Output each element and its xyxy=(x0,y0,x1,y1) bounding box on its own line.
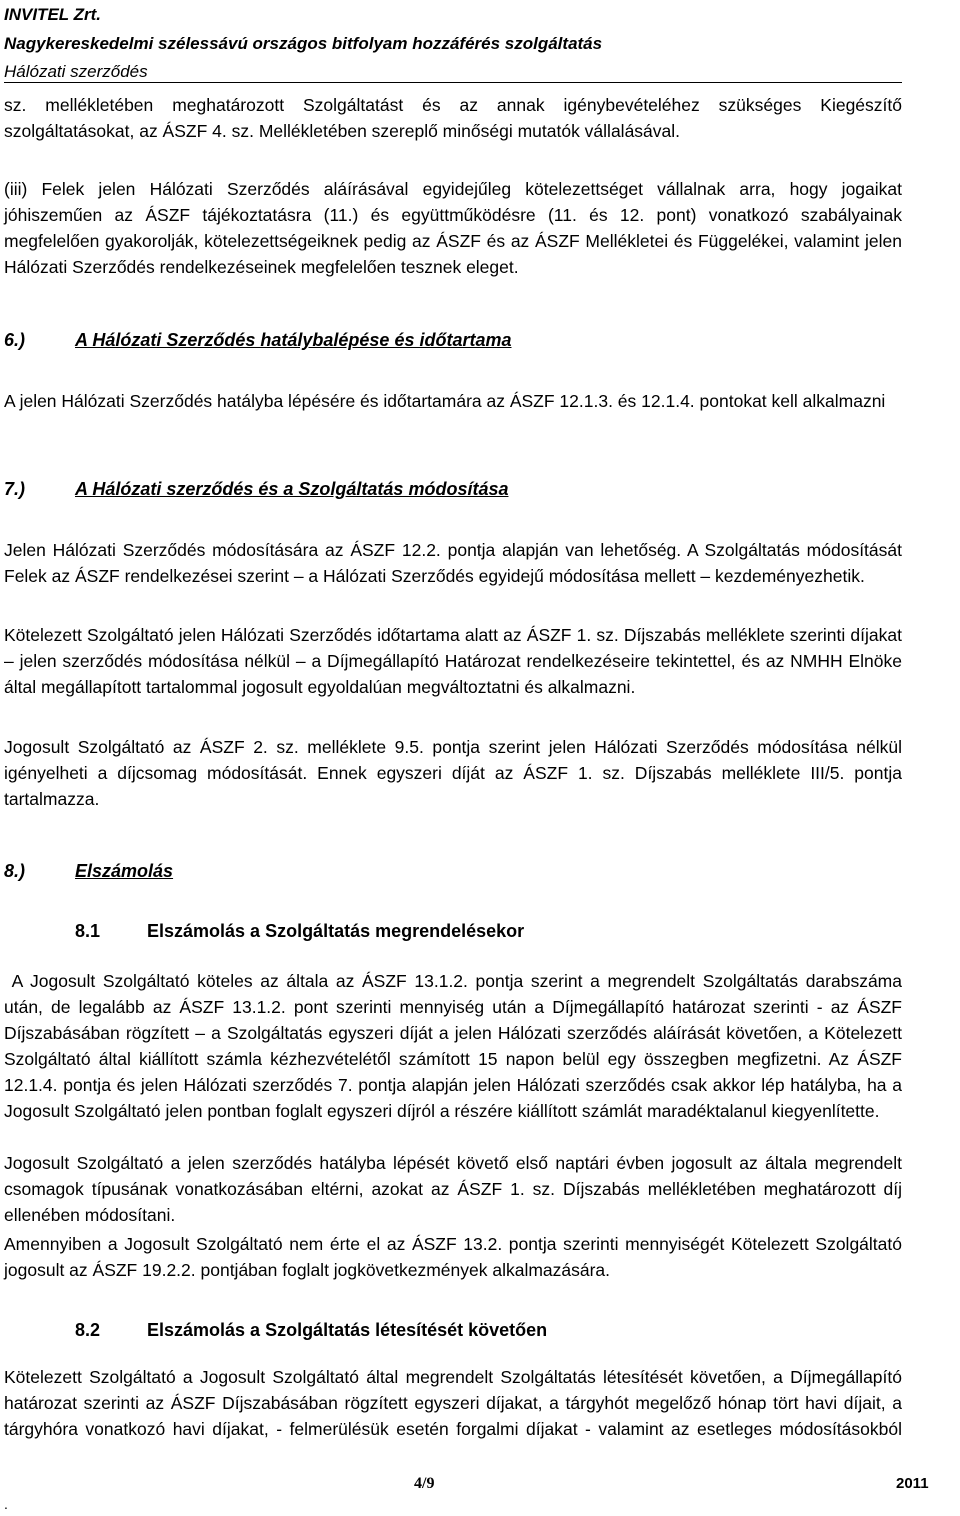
section-8-2-title: Elszámolás a Szolgáltatás létesítését követően xyxy=(147,1320,548,1340)
section-8-2-heading xyxy=(75,1318,547,1342)
section-8-heading xyxy=(4,859,173,883)
section-7-paragraph-1: Jelen Hálózati Szerződés módosítására az ÁSZF 12.2. pontja alapján van lehetőség. A Szolgáltatás módosítását Felek az ÁSZF rendelkezései szerint – a Hálózati Szerződés egyidejű módosítása mellett – kezdeményezhetik. xyxy=(4,540,902,586)
section-7-heading xyxy=(4,477,508,501)
section-7-number: 7.) xyxy=(4,479,26,499)
header-document: Hálózati szerződés xyxy=(4,62,902,83)
page-number: 4/9 xyxy=(414,1475,435,1492)
section-8-1-title: Elszámolás a Szolgáltatás megrendelésekor xyxy=(147,921,525,941)
section-6-heading xyxy=(4,328,512,352)
section-7-paragraph-2: Kötelezett Szolgáltató jelen Hálózati Szerződés időtartama alatt az ÁSZF 1. sz. Díjszabás melléklete szerinti díjakat – jelen szerződés módosítása nélkül – a Díjmegállapító Határozat rendelkezéseire tekintettel, és az NMHH Elnöke által megállapított tartalommal jogosult egyoldalúan megváltoztatni és alkalmazni. xyxy=(4,625,902,697)
header-company: INVITEL Zrt. xyxy=(4,5,101,24)
section-6-text: A jelen Hálózati Szerződés hatályba lépésére és időtartamára az ÁSZF 12.1.3. és 12.1.4. pontokat kell alkalmazni xyxy=(4,391,886,411)
footer-year: 2011 xyxy=(896,1475,929,1492)
section-8-1-heading xyxy=(75,919,524,943)
section-8-2-paragraph-1: Kötelezett Szolgáltató a Jogosult Szolgáltató által megrendelt Szolgáltatás létesítését követően, a Díjmegállapító határozat szerinti az ÁSZF Díjszabásában rögzített egyszeri díjakat, a tárgyhót megelőző hónap tört havi díjait, a tárgyhóra vonatkozó havi díjakat, - felmerülésük esetén forgalmi díjakat - valamint az esetleges módosításokból xyxy=(4,1367,902,1439)
section-8-1-paragraph-1: A Jogosult Szolgáltató köteles az általa az ÁSZF 13.1.2. pontja szerint a megrendelt Szolgáltatás darabszáma után, de legalább az ÁSZF 13.1.2. pont szerinti mennyiség után a Díjmegállapító határozat szerinti - az ÁSZF Díjszabásában rögzített – a Szolgáltatás egyszeri díját a jelen Hálózati szerződés aláírását követően, a Kötelezett Szolgáltató által kiállított számla kézhezvételétől számított 15 napon belül egy összegben megfizetni. Az ÁSZF 12.1.4. pontja és jelen Hálózati szerződés 7. pontja alapján jelen Hálózati szerződés csak akkor lép hatályba, ha a Jogosult Szolgáltató jelen pontban foglalt egyszeri díjról a részére kiállított számlát maradéktalanul kiegyenlítette. xyxy=(4,971,907,1121)
section-8-title: Elszámolás xyxy=(75,861,174,881)
intro-continuation: sz. mellékletében meghatározott Szolgáltatást és az annak igénybevételéhez szükséges Kiegészítő szolgáltatásokat, az ÁSZF 4. sz. Mellékletében szereplő minőségi mutatók vállalásával. xyxy=(4,95,902,141)
section-6-title: A Hálózati Szerződés hatálybalépése és időtartama xyxy=(75,330,512,350)
section-7-title: A Hálózati szerződés és a Szolgáltatás módosítása xyxy=(75,479,509,499)
section-8-1-paragraph-3: Amennyiben a Jogosult Szolgáltató nem érte el az ÁSZF 13.2. pontja szerinti mennyiségét Kötelezett Szolgáltató jogosult az ÁSZF 19.2.2. pontjában foglalt jogkövetkezmények alkalmazására. xyxy=(4,1234,902,1280)
section-7-paragraph-3: Jogosult Szolgáltató az ÁSZF 2. sz. melléklete 9.5. pontja szerint jelen Hálózati Szerződés módosítása nélkül igényelheti a díjcsomag módosítását. Ennek egyszeri díját az ÁSZF 1. sz. Díjszabás melléklete III/5. pontja tartalmazza. xyxy=(4,737,902,809)
section-8-1-number: 8.1 xyxy=(75,921,101,941)
section-8-2-number: 8.2 xyxy=(75,1320,101,1340)
section-8-number: 8.) xyxy=(4,861,26,881)
footer-mark: . xyxy=(4,1496,8,1512)
section-8-1-paragraph-2: Jogosult Szolgáltató a jelen szerződés hatályba lépését követő első naptári évben jogosult az általa megrendelt csomagok típusának vonatkozásában eltérni, azokat az ÁSZF 1. sz. Díjszabás mellékletében meghatározott díj ellenében módosítani. xyxy=(4,1153,902,1225)
header-service: Nagykereskedelmi szélessávú országos bitfolyam hozzáférés szolgáltatás xyxy=(4,34,603,53)
intro-clause-iii: (iii) Felek jelen Hálózati Szerződés aláírásával egyidejűleg kötelezettséget vállalnak arra, hogy jogaikat jóhiszeműen az ÁSZF tájékoztatásra (11.) és együttműködésre (11. és 12. pont) vonatkozó szabályainak megfelelően gyakorolják, kötelezettségeiknek pedig az ÁSZF és az ÁSZF Mellékletei és Függelékei, valamint jelen Hálózati Szerződés rendelkezéseinek megfelelően tesznek eleget. xyxy=(4,179,902,277)
section-6-number: 6.) xyxy=(4,330,26,350)
